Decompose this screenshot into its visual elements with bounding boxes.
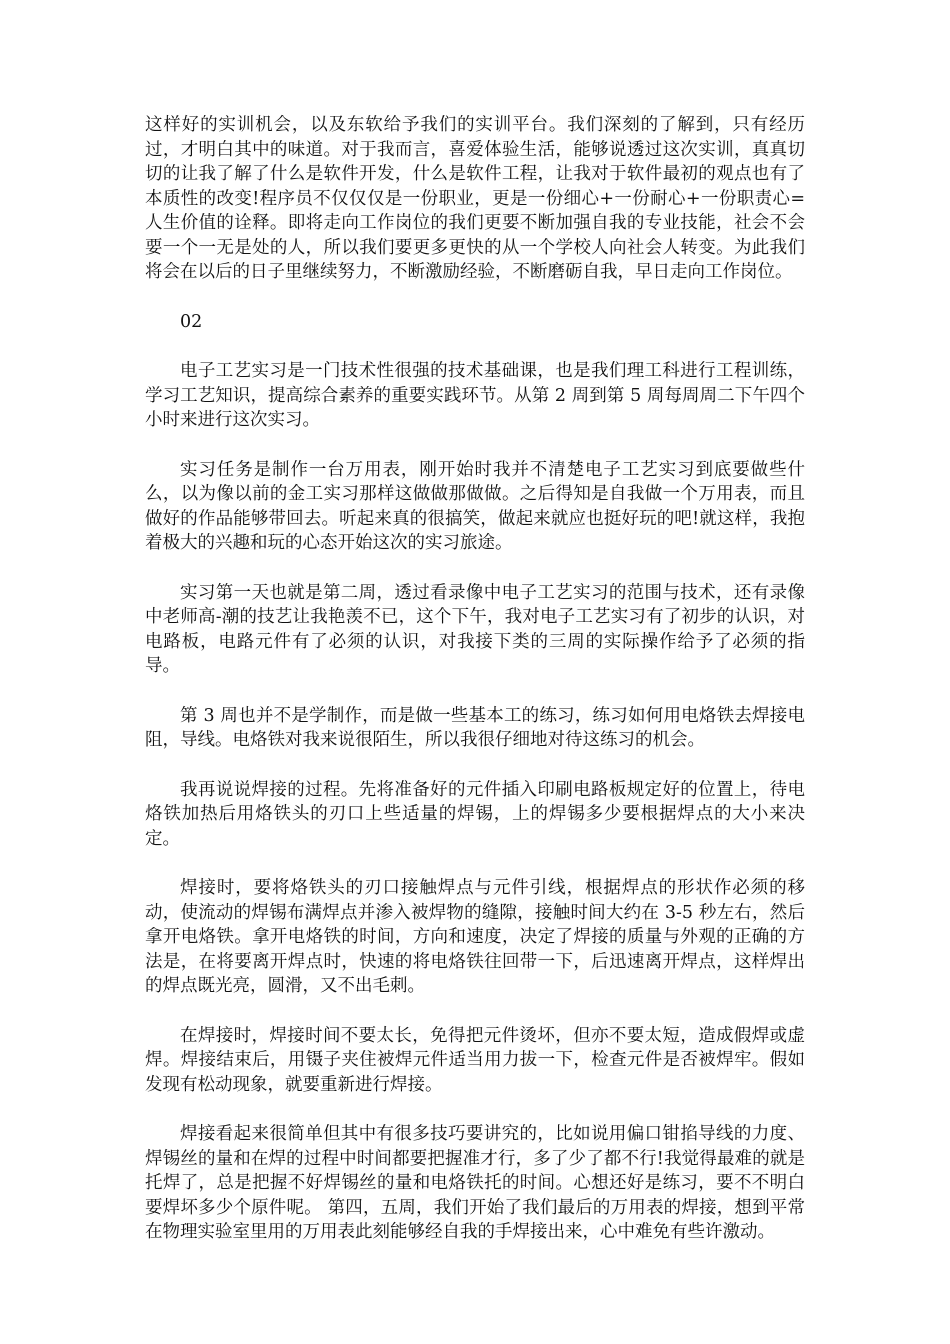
body-paragraph: 在焊接时，焊接时间不要太长，免得把元件烫坏，但亦不要太短，造成假焊或虚焊。焊接结束后，用镊子夹住被焊元件适当用力拔一下，检查元件是否被焊牢。假如发现有松动现象，就要重新进行焊接。 <box>145 1025 805 1095</box>
body-paragraph: 实习任务是制作一台万用表，刚开始时我并不清楚电子工艺实习到底要做些什么，以为像以前的金工实习那样这做做那做做。之后得知是自我做一个万用表，而且做好的作品能够带回去。听起来真的很搞笑，做起来就应也挺好玩的吧!就这样，我抱着极大的兴趣和玩的心态开始这次的实习旅途。 <box>145 459 805 553</box>
body-paragraph: 我再说说焊接的过程。先将准备好的元件插入印刷电路板规定好的位置上，待电烙铁加热后用烙铁头的刃口上些适量的焊锡，上的焊锡多少要根据焊点的大小来决定。 <box>145 779 805 849</box>
body-paragraph: 焊接看起来很简单但其中有很多技巧要讲究的，比如说用偏口钳掐导线的力度、焊锡丝的量和在焊的过程中时间都要把握准才行，多了少了都不行!我觉得最难的就是托焊了，总是把握不好焊锡丝的量和电烙铁托的时间。心想还好是练习，要不不明白要焊坏多少个原件呢。 第四，五周，我们开始了我们最后的万用表的焊接，想到平常在物理实验室里用的万用表此刻能够经自我的手焊接出来，心中难免有些许激动。 <box>145 1124 805 1242</box>
section-number: 02 <box>180 311 203 332</box>
body-paragraph: 第 3 周也并不是学制作，而是做一些基本工的练习，练习如何用电烙铁去焊接电阻，导线。电烙铁对我来说很陌生，所以我很仔细地对待这练习的机会。 <box>145 705 805 750</box>
document-page <box>145 113 805 1270</box>
body-paragraph: 电子工艺实习是一门技术性很强的技术基础课，也是我们理工科进行工程训练，学习工艺知识，提高综合素养的重要实践环节。从第 2 周到第 5 周每周周二下午四个小时来进行这次实习。 <box>145 361 805 430</box>
intro-paragraph: 这样好的实训机会，以及东软给予我们的实训平台。我们深刻的了解到，只有经历过，才明白其中的味道。对于我而言，喜爱体验生活，能够说透过这次实训，真真切切的让我了解了什么是软件开发，什么是软件工程，让我对于软件最初的观点也有了本质性的改变!程序员不仅仅仅是一份职业，更是一份细心+一份耐心+一份职责心=人生价值的诠释。即将走向工作岗位的我们更要不断加强自我的专业技能，社会不会要一个一无是处的人，所以我们要更多更快的从一个学校人向社会人转变。为此我们将会在以后的日子里继续努力，不断激励经验，不断磨砺自我，早日走向工作岗位。 <box>145 115 805 282</box>
body-paragraph: 焊接时，要将烙铁头的刃口接触焊点与元件引线，根据焊点的形状作必须的移动，使流动的焊锡布满焊点并渗入被焊物的缝隙，接触时间大约在 3-5 秒左右，然后拿开电烙铁。拿开电烙铁的时间，方向和速度，决定了焊接的质量与外观的正确的方法是，在将要离开焊点时，快速的将电烙铁往回带一下，后迅速离开焊点，这样焊出的焊点既光亮，圆滑，又不出毛刺。 <box>145 878 805 996</box>
body-paragraph: 实习第一天也就是第二周，透过看录像中电子工艺实习的范围与技术，还有录像中老师高-潮的技艺让我艳羡不已，这个下午，我对电子工艺实习有了初步的认识，对电路板，电路元件有了必须的认识，对我接下类的三周的实际操作给予了必须的指导。 <box>145 582 805 676</box>
